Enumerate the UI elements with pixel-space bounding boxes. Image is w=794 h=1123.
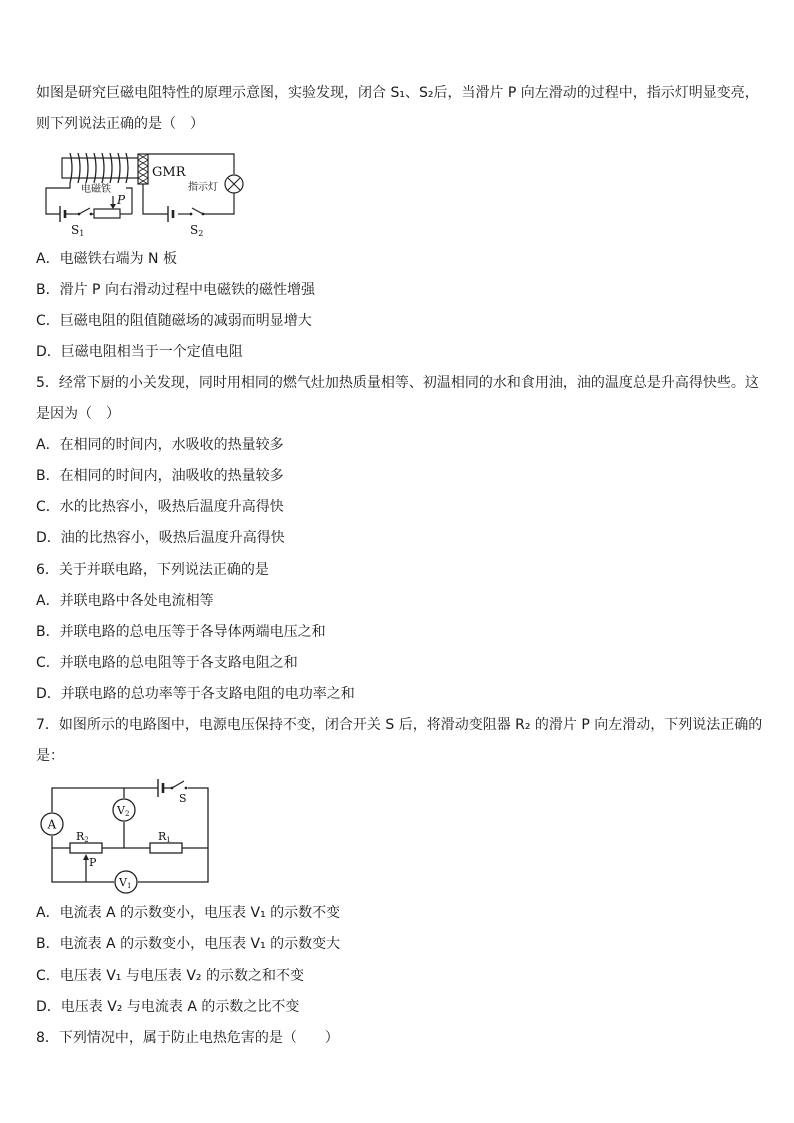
top-wire-left [52,788,158,812]
q7-stem-line1: 7．如图所示的电路图中，电源电压保持不变，闭合开关 S 后，将滑动变阻器 R₂ 的滑片 P 向左滑动，下列说法正确的 [36,717,763,733]
q5-option-b: B．在相同的时间内，油吸收的热量较多 [36,468,284,484]
voltmeter-v1-label: V1 [119,876,132,890]
q6-stem: 6．关于并联电路，下列说法正确的是 [36,562,269,578]
ammeter-a-label: A [47,817,57,832]
resistor-r1-label: R1 [158,830,171,844]
q5-option-a: A．在相同的时间内，水吸收的热量较多 [36,437,284,453]
switch-s [172,781,184,788]
q7-option-a: A．电流表 A 的示数变小，电压表 V₁ 的示数不变 [36,905,341,921]
resistor-r2 [70,843,102,853]
voltmeter-v2-label: V2 [117,804,130,818]
rheostat-circuit-figure [38,770,218,895]
q6-option-b: B．并联电路的总电压等于各导体两端电压之和 [36,624,326,640]
indicator-label: 指示灯 [188,182,218,193]
switch-s2 [192,208,203,214]
rheostat [94,209,120,218]
q6-option-c: C．并联电路的总电阻等于各支路电阻之和 [36,655,298,671]
right-wire [138,788,208,882]
q8-stem: 8．下列情况中，属于防止电热危害的是（ ） [36,1030,339,1046]
q7-option-d: D．电压表 V₂ 与电流表 A 的示数之比不变 [36,999,300,1015]
slider-p-label: P [89,856,97,869]
gmr-circuit-figure [38,148,248,238]
s1-label: S1 [71,223,85,238]
q5-option-c: C．水的比热容小，吸热后温度升高得快 [36,499,284,515]
gmr-circuit-diagram [38,148,248,238]
q4-stem-line1: 如图是研究巨磁电阻特性的原理示意图，实验发现，闭合 S₁、S₂后，当滑片 P 向左滑动的过程中，指示灯明显变亮， [36,85,759,101]
q4-stem-line2: 则下列说法正确的是（ ） [36,116,204,132]
q5-stem-line1: 5．经常下厨的小关发现，同时用相同的燃气灶加热质量相等、初温相同的水和食用油，油的温度总是升高得快些。这 [36,375,759,391]
electromagnet-label: 电磁铁 [81,184,111,195]
switch-s1 [79,208,90,214]
q6-option-a: A．并联电路中各处电流相等 [36,593,214,609]
q5-stem-line2: 是因为（ ） [36,406,120,422]
resistor-r1 [150,843,182,853]
rheostat-circuit-diagram [38,770,218,895]
switch-s-label: S [179,792,187,805]
q4-option-c: C．巨磁电阻的阻值随磁场的减弱而明显增大 [36,313,312,329]
q7-stem-line2: 是： [36,748,64,764]
resistor-r2-label: R2 [76,830,89,844]
q4-option-b: B．滑片 P 向右滑动过程中电磁铁的磁性增强 [36,282,315,298]
q4-option-a: A．电磁铁右端为 N 板 [36,251,177,267]
left-circuit-wire [46,183,70,214]
q4-option-d: D．巨磁电阻相当于一个定值电阻 [36,344,243,360]
q7-option-b: B．电流表 A 的示数变小，电压表 V₁ 的示数变大 [36,936,341,952]
q7-option-c: C．电压表 V₁ 与电压表 V₂ 的示数之和不变 [36,968,304,984]
gmr-label: GMR [152,165,186,180]
slider-p-label: P [117,193,126,207]
q5-option-d: D．油的比热容小，吸热后温度升高得快 [36,530,285,546]
s2-label: S2 [190,223,204,238]
q6-option-d: D．并联电路的总功率等于各支路电阻的电功率之和 [36,686,355,702]
